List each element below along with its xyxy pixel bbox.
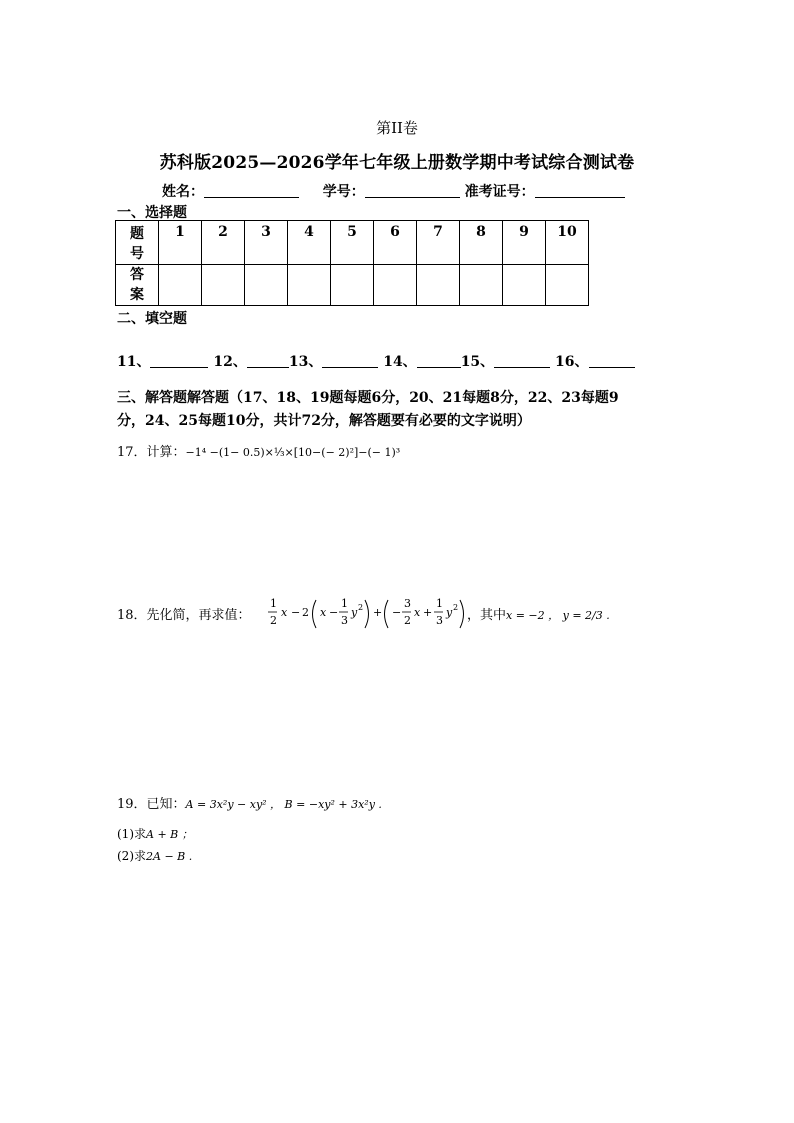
fill-blank[interactable]	[589, 353, 635, 368]
answer-cell[interactable]	[245, 265, 288, 306]
svg-text:−: −	[392, 606, 402, 619]
svg-text:2: 2	[453, 603, 459, 612]
exam-number-label: 准考证号：	[464, 184, 535, 200]
svg-text:y: y	[446, 606, 453, 619]
question-number: 8	[460, 221, 503, 265]
student-info-row	[162, 181, 625, 201]
q17-expression: −1⁴ −(1− 0.5)×⅓×[10−(− 2)²]−(− 1)³	[185, 446, 401, 459]
answer-cell[interactable]	[417, 265, 460, 306]
question-17	[117, 441, 400, 460]
answer-cell[interactable]	[460, 265, 503, 306]
svg-text:2: 2	[358, 603, 364, 612]
section-fill-title: 二、填空题	[117, 311, 187, 327]
svg-text:x: x	[281, 606, 288, 619]
svg-text:1: 1	[341, 597, 348, 610]
question-number-header: 题 号	[116, 221, 159, 265]
q19-given: A = 3x²y − xy² ， B = −xy² + 3x²y .	[185, 798, 382, 811]
answer-cell[interactable]	[331, 265, 374, 306]
svg-text:x: x	[320, 606, 327, 619]
student-id-label: 学号：	[322, 184, 365, 200]
svg-text:2: 2	[404, 614, 411, 627]
svg-text:−: −	[329, 606, 339, 619]
name-field[interactable]	[204, 183, 299, 198]
question-number: 4	[288, 221, 331, 265]
fill-item-label: 12、	[213, 354, 247, 370]
q19-part2: (2)求2A − B .	[117, 849, 193, 863]
question-18	[117, 604, 251, 623]
q18-condition: ，其中x = −2 ， y = 2/3 .	[467, 608, 610, 623]
question-number: 2	[202, 221, 245, 265]
svg-text:3: 3	[404, 597, 411, 610]
fill-item-label: 14、	[383, 354, 417, 370]
q19-part1: (1)求A + B ；	[117, 827, 193, 841]
answer-cell[interactable]	[202, 265, 245, 306]
exam-title: 苏科版2025—2026学年七年级上册数学期中考试综合测试卷	[159, 153, 635, 173]
svg-text:3: 3	[341, 614, 348, 627]
svg-text:1: 1	[270, 597, 277, 610]
svg-text:1: 1	[436, 597, 443, 610]
exam-number-field[interactable]	[535, 183, 625, 198]
student-id-field[interactable]	[365, 183, 460, 198]
answer-cell[interactable]	[546, 265, 589, 306]
q18-label: 18．先化简，再求值：	[117, 608, 251, 623]
svg-text:+: +	[423, 606, 433, 619]
question-number: 6	[374, 221, 417, 265]
svg-text:−: −	[291, 606, 301, 619]
answer-cell[interactable]	[374, 265, 417, 306]
question-number: 5	[331, 221, 374, 265]
svg-text:2: 2	[302, 606, 309, 619]
fill-blank-row	[117, 351, 635, 371]
name-label: 姓名：	[162, 184, 204, 200]
fill-blank[interactable]	[150, 353, 208, 368]
fill-blank[interactable]	[247, 353, 289, 368]
svg-text:+: +	[373, 606, 383, 619]
q19-label: 19．已知：	[117, 797, 186, 812]
svg-text:3: 3	[436, 614, 443, 627]
fill-item-label: 13、	[288, 354, 323, 370]
section-choice-title: 一、选择题	[117, 205, 187, 221]
fill-item-label: 16、	[555, 354, 589, 370]
question-number: 9	[503, 221, 546, 265]
fill-blank[interactable]	[322, 353, 378, 368]
answer-header: 答 案	[116, 265, 159, 306]
q17-label: 17．计算：	[117, 445, 186, 460]
fill-item-label: 11、	[117, 354, 151, 370]
answer-cell[interactable]	[288, 265, 331, 306]
fill-item-label: 15、	[460, 354, 495, 370]
fill-blank[interactable]	[417, 353, 461, 368]
question-number: 3	[245, 221, 288, 265]
question-number: 1	[159, 221, 202, 265]
svg-text:x: x	[414, 606, 421, 619]
question-number: 10	[546, 221, 589, 265]
section-answer-title: 三、解答题解答题（17、18、19题每题6分，20、21每题8分，22、23每题9 分，24、25每题10分，共计72分，解答题要有必要的文字说明）	[117, 390, 619, 429]
fill-blank[interactable]	[494, 353, 550, 368]
svg-text:y: y	[351, 606, 358, 619]
question-19	[117, 793, 382, 812]
svg-text:2: 2	[270, 614, 277, 627]
answer-cell[interactable]	[503, 265, 546, 306]
answer-grid	[115, 220, 589, 306]
answer-cell[interactable]	[159, 265, 202, 306]
question-number: 7	[417, 221, 460, 265]
volume-label: 第II卷	[376, 119, 418, 137]
